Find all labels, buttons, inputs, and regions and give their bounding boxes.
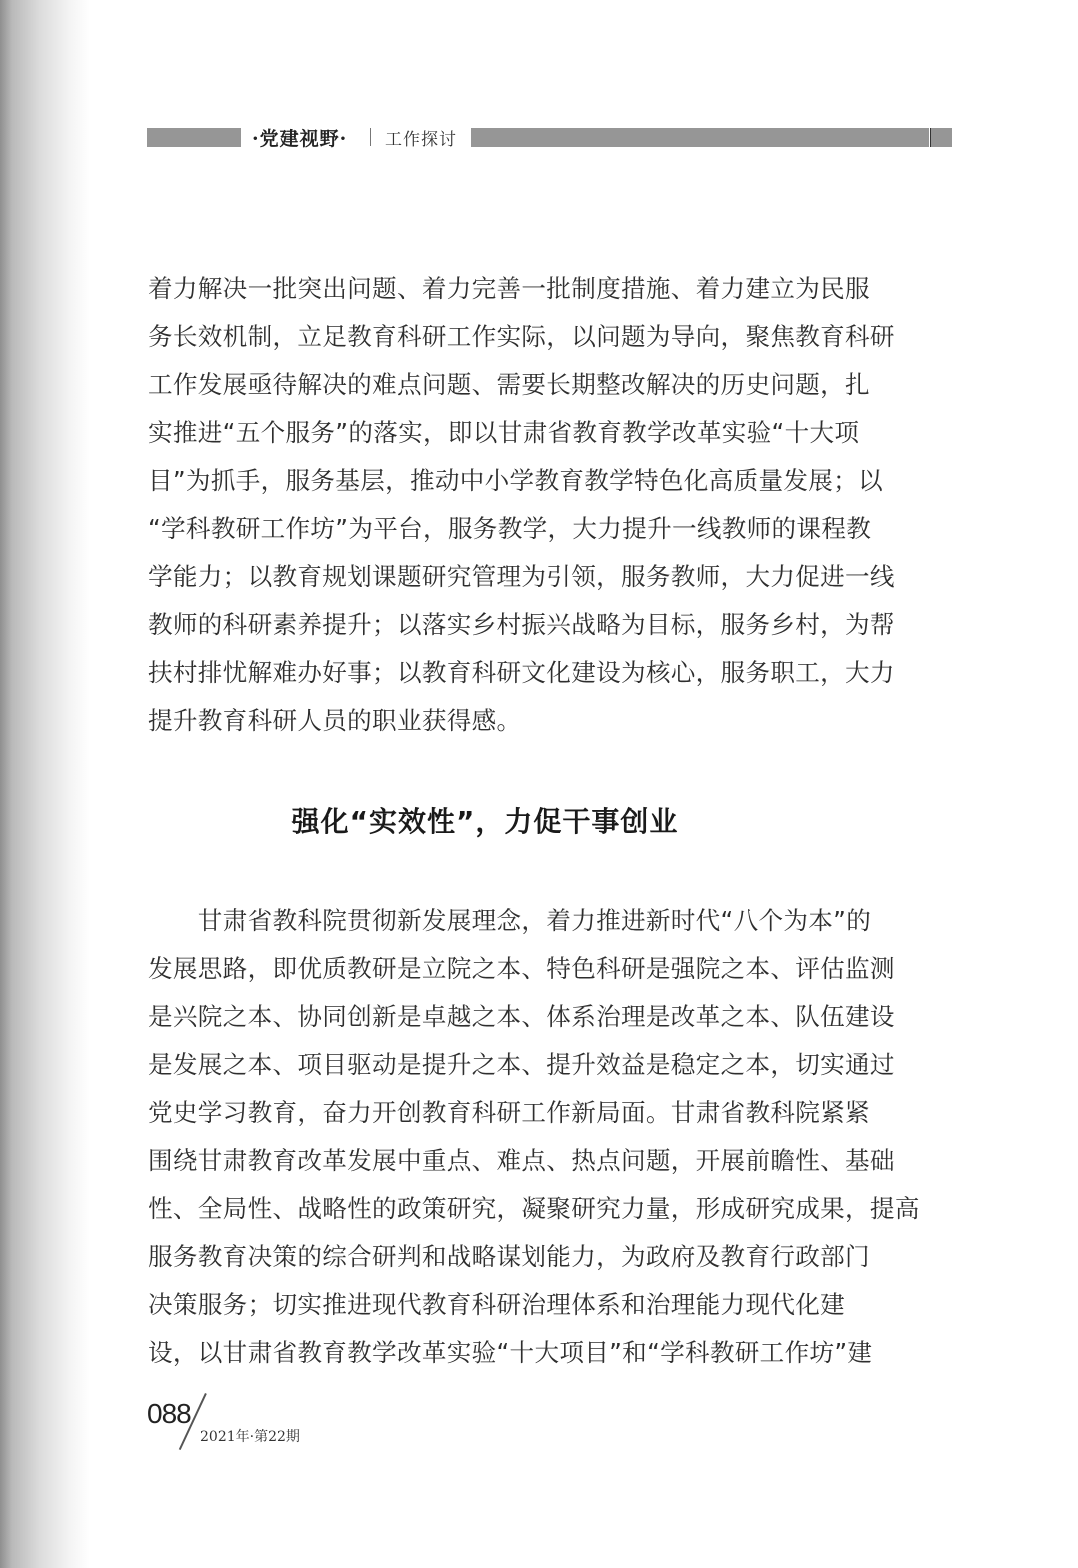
text-line: 是兴院之本、协同创新是卓越之本、体系治理是改革之本、队伍建设 <box>148 1002 895 1031</box>
text-line: 发展思路，即优质教研是立院之本、特色科研是强院之本、评估监测 <box>148 954 895 983</box>
header-bar-left <box>147 128 241 147</box>
header-divider <box>370 128 371 146</box>
paragraph-2 <box>148 897 920 1377</box>
text-line: 扶村排忧解难办好事；以教育科研文化建设为核心，服务职工，大力 <box>148 658 895 687</box>
text-line: 目”为抓手，服务基层，推动中小学教育教学特色化高质量发展；以 <box>148 466 883 495</box>
section-title: ·党建视野· <box>252 128 348 150</box>
text-line: 务长效机制，立足教育科研工作实际，以问题为导向，聚焦教育科研 <box>148 322 895 351</box>
text-line: 服务教育决策的综合研判和战略谋划能力，为政府及教育行政部门 <box>148 1242 870 1271</box>
text-line: 设，以甘肃省教育教学改革实验“十大项目”和“学科教研工作坊”建 <box>148 1338 873 1367</box>
text-line: 着力解决一批突出问题、着力完善一批制度措施、着力建立为民服 <box>148 274 870 303</box>
subsection-title: 工作探讨 <box>385 130 457 150</box>
page-edge-shadow <box>0 0 90 1568</box>
text-line: 性、全局性、战略性的政策研究，凝聚研究力量，形成研究成果，提高 <box>148 1194 920 1223</box>
text-line: 是发展之本、项目驱动是提升之本、提升效益是稳定之本，切实通过 <box>148 1050 895 1079</box>
text-line: 围绕甘肃教育改革发展中重点、难点、热点问题，开展前瞻性、基础 <box>148 1146 895 1175</box>
section-heading: 强化“实效性”，力促干事创业 <box>291 805 679 838</box>
text-line: 工作发展亟待解决的难点问题、需要长期整改解决的历史问题，扎 <box>148 370 870 399</box>
text-line: 决策服务；切实推进现代教育科研治理体系和治理能力现代化建 <box>148 1290 846 1319</box>
issue-label: 2021年·第22期 <box>200 1429 300 1445</box>
text-line: 甘肃省教科院贯彻新发展理念，着力推进新时代“八个为本”的 <box>148 906 872 935</box>
header-bar-tab <box>930 128 952 147</box>
header-bar-right <box>471 128 929 147</box>
page-number: 088 <box>147 1398 191 1429</box>
text-line: 提升教育科研人员的职业获得感。 <box>148 706 522 735</box>
text-line: 实推进“五个服务”的落实，即以甘肃省教育教学改革实验“十大项 <box>148 418 860 447</box>
text-line: 党史学习教育，奋力开创教育科研工作新局面。甘肃省教科院紧紧 <box>148 1098 870 1127</box>
paragraph-1 <box>148 265 895 745</box>
text-line: 教师的科研素养提升；以落实乡村振兴战略为目标，服务乡村，为帮 <box>148 610 895 639</box>
text-line: “学科教研工作坊”为平台，服务教学，大力提升一线教师的课程教 <box>148 514 872 543</box>
text-line: 学能力；以教育规划课题研究管理为引领，服务教师，大力促进一线 <box>148 562 895 591</box>
